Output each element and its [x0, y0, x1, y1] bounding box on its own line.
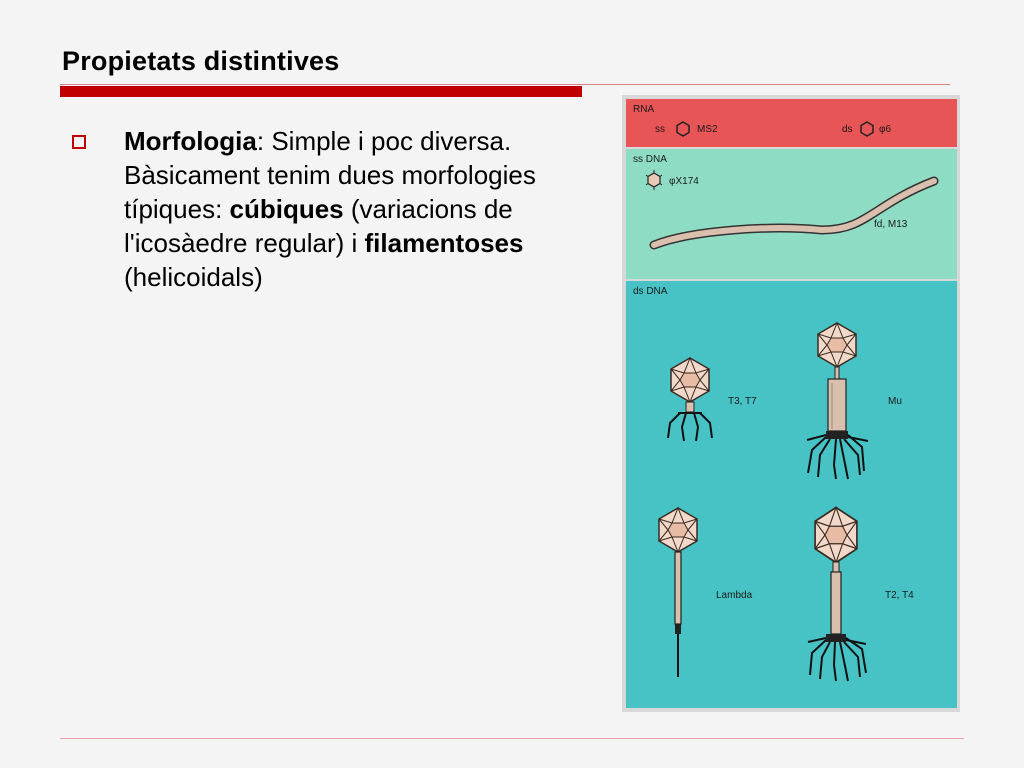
term-morfologia: Morfologia — [124, 126, 257, 156]
phage-morphology-figure — [622, 95, 960, 712]
text-part-2: (variacions de l'icosàedre regular) i — [124, 194, 513, 258]
mu-label: Mu — [888, 396, 902, 407]
fd-m13-label: fd, M13 — [874, 219, 908, 230]
term-filamentoses: filamentoses — [364, 228, 524, 258]
text-part-3: (helicoidals) — [124, 262, 263, 292]
bullet-text — [124, 124, 594, 294]
title-underline — [60, 84, 950, 85]
phix174-label: φX174 — [669, 176, 699, 187]
lambda-label: Lambda — [716, 590, 753, 601]
ssdna-band — [626, 149, 957, 279]
title-accent-bar — [60, 86, 582, 97]
rna-band — [626, 99, 957, 147]
term-cubiques: cúbiques — [229, 194, 344, 224]
ssdna-label: ss DNA — [633, 154, 667, 165]
slide-title: Propietats distintives — [62, 46, 340, 76]
t2-t4-label: T2, T4 — [885, 590, 914, 601]
dsdna-band — [626, 281, 957, 708]
text-part-1: : Simple i poc diversa. Bàsicament tenim dues morfologies típiques: — [124, 126, 536, 224]
rna-label: RNA — [633, 104, 655, 115]
phi6-label: φ6 — [879, 124, 892, 135]
bullet-square-icon — [72, 135, 86, 149]
rna-ss-label: ss — [655, 124, 665, 135]
footer-rule — [60, 738, 964, 739]
t3-t7-label: T3, T7 — [728, 396, 757, 407]
ms2-label: MS2 — [697, 124, 718, 135]
dsdna-label: ds DNA — [633, 286, 668, 297]
rna-ds-label: ds — [842, 124, 853, 135]
